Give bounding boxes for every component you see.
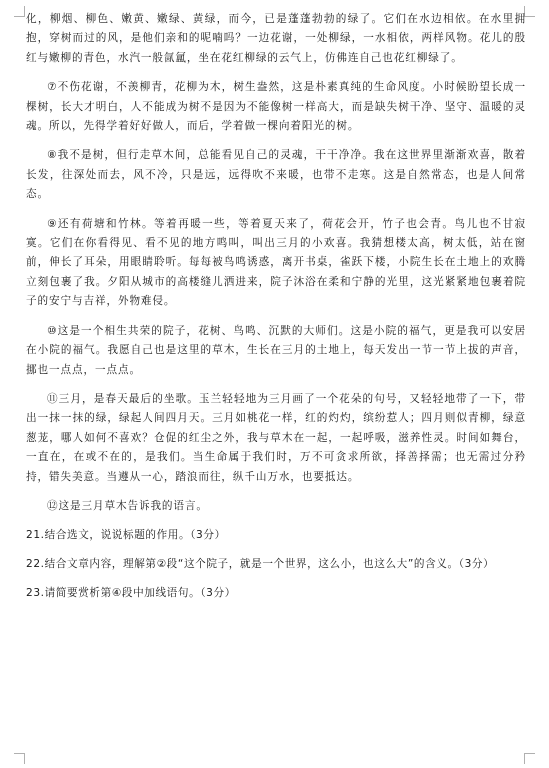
crop-mark-bottom-right xyxy=(524,753,535,764)
question-23: 23.请简要赏析第④段中加线语句。（3分） xyxy=(26,587,236,600)
paragraph-10: ⑩这是一个相生共荣的院子，花树、鸟鸣、沉默的大师们。这是小院的福气，更是我可以安居在小院的福气。我愿自己也是这里的草木，生长在三月的土地上，每天发出一节一节上拔的声音，挪也一点点，一点点。 xyxy=(26,324,526,376)
paragraph-continued: 化，柳烟、柳色、嫩黄、嫩绿、黄绿，而今，已是蓬蓬勃勃的绿了。它们在水边相依。在水里拥抱，穿树而过的风，是他们亲和的呢喃吗？一边花谢，一处柳绿，一水相依，两样风物。花儿的殷红与嫩柳的青色，水汽一般氤氲，坐在花红柳绿的云气上，仿佛连自己也花红柳绿了。 xyxy=(26,13,526,64)
paragraph-12: ⑫这是三月草木告诉我的语言。 xyxy=(47,499,208,512)
paragraph-8: ⑧我不是树，但行走草木间，总能看见自己的灵魂，干干净净。我在这世界里渐渐欢喜，散着长发，往深处而去，风不冷，只是远，远得吹不来暖，也带不走寒。这是自然常态，也是人间常态。 xyxy=(26,149,526,201)
crop-mark-top-left xyxy=(14,6,25,17)
paragraph-7: ⑦不伤花谢，不羡柳青，花柳为木，树生盎然，这是朴素真纯的生命风度。小时候盼望长成一棵树，长大才明白，人不能成为树不是因为不能像树一样高大，而是缺失树干净、坚守、温暖的灵魂。所以，先得学着好好做人，而后，学着做一棵向着阳光的树。 xyxy=(26,81,526,133)
question-22: 22.结合文章内容，理解第②段“这个院子，就是一个世界，这么小，也这么大”的含义。（3分） xyxy=(26,558,495,571)
crop-mark-bottom-left xyxy=(14,753,25,764)
paragraph-9: ⑨还有荷塘和竹林。等着再暖一些，等着夏天来了，荷花会开，竹子也会青。鸟儿也不甘寂寞。它们在你看得见、看不见的地方鸣叫，叫出三月的小欢喜。我猜想楼太高，树太低，站在窗前，伸长了耳朵，用眼睛聆听。每每被鸟鸣诱惑，离开书桌，雀跃下楼，小院生长在土地上的欢腾立刻包裹了我。夕阳从城市的高楼缝儿洒进来，院子沐浴在柔和宁静的光里，这光紧紧地包裹着院子的安宁与吉祥，外物难侵。 xyxy=(26,217,526,308)
question-21: 21.结合选文，说说标题的作用。（3分） xyxy=(26,529,226,542)
document-body xyxy=(26,10,526,613)
paragraph-11: ⑪三月，是春天最后的坐歌。玉兰轻轻地为三月画了一个花朵的句号，又轻轻地带了一下，带出一抹一抹的绿，绿起人间四月天。三月如桃花一样，红的灼灼，缤纷惹人；四月则似青柳，绿意葱茏，哪人如何不喜欢？仓促的红尘之外，我与草木在一起，一起呼吸，滋养性灵。时间如舞台，一直在，在或不在的，是我们。当生命属于我们时，万不可贪求所欲，择善择需；也无需过分矜持，错失美意。当遵从一心，踏浪而往，纵千山万水，也要抵达。 xyxy=(26,392,526,483)
